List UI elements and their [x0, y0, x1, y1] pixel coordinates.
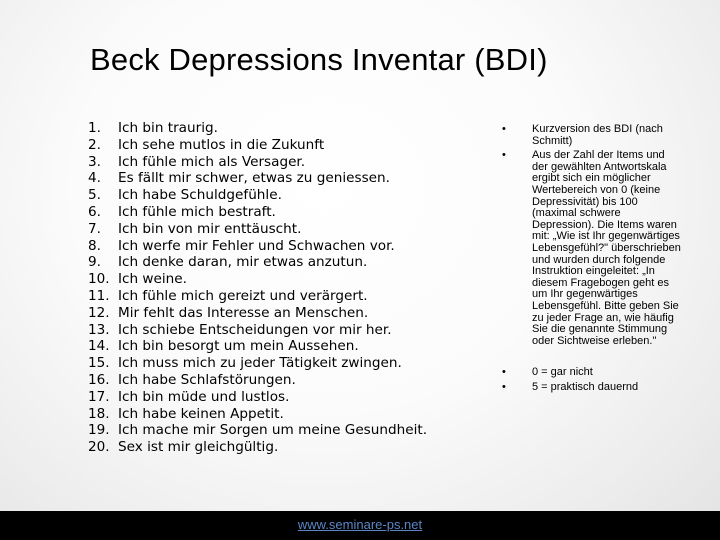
- item-number: 5.: [88, 187, 101, 204]
- item-number: 18.: [88, 405, 110, 422]
- item-text: Ich werfe mir Fehler und Schwachen vor.: [118, 237, 395, 254]
- item-text: Ich fühle mich als Versager.: [118, 153, 306, 170]
- item-text: Mir fehlt das Interesse an Menschen.: [118, 304, 369, 321]
- item-number: 15.: [88, 355, 110, 372]
- list-item: [88, 422, 448, 439]
- item-number: 7.: [88, 220, 101, 237]
- notes-panel: [500, 124, 682, 393]
- item-number: 1.: [88, 120, 101, 136]
- list-item: [88, 238, 448, 255]
- page-title: Beck Depressions Inventar (BDI): [90, 42, 548, 77]
- list-item: [88, 355, 448, 372]
- item-text: Ich fühle mich bestraft.: [118, 203, 276, 220]
- list-item: [88, 389, 448, 406]
- list-item: [88, 254, 448, 271]
- list-item: [88, 305, 448, 322]
- item-text: Ich sehe mutlos in die Zukunft: [118, 136, 325, 153]
- note-item: [500, 382, 682, 394]
- item-text: Ich habe Schlafstörungen.: [118, 371, 296, 388]
- note-text: 5 = praktisch dauernd: [532, 380, 639, 393]
- item-text: Ich bin müde und lustlos.: [118, 388, 290, 405]
- item-number: 20.: [88, 439, 110, 456]
- note-text: Aus der Zahl der Items und der gewählten Antwortskala ergibt sich ein möglicher Wertebereich von 0 (keine Depressivität) bis 100 (maximal schwere Depression). Die Items waren mit: „Wie ist Ihr gegenwärtiges Lebensgefühl?" überschrieben und wurden durch folgende Instruktion eingeleitet: „In diesem Fragebogen geht es um Ihr gegenwärtiges Lebensgefühl. Bitte geben Sie zu jeder Frage an, wie häufig Sie die genannte Stimmung oder Sichtweise erleben.": [532, 149, 681, 347]
- list-item: [88, 322, 448, 339]
- item-text: Es fällt mir schwer, etwas zu geniessen.: [118, 170, 390, 187]
- list-item: [88, 137, 448, 154]
- item-number: 19.: [88, 422, 110, 439]
- list-item: [88, 204, 448, 221]
- item-text: Ich bin von mir enttäuscht.: [118, 220, 302, 237]
- item-number: 11.: [88, 287, 110, 304]
- bullet-icon: •: [502, 149, 506, 162]
- item-number: 12.: [88, 304, 110, 321]
- item-number: 9.: [88, 254, 101, 271]
- note-item: [500, 150, 682, 347]
- list-item: [88, 288, 448, 305]
- item-number: 4.: [88, 170, 101, 187]
- item-text: Ich habe keinen Appetit.: [118, 405, 284, 422]
- item-text: Ich denke daran, mir etwas anzutun.: [118, 254, 368, 271]
- item-text: Ich muss mich zu jeder Tätigkeit zwingen.: [118, 355, 402, 372]
- list-item: [88, 170, 448, 187]
- item-text: Ich habe Schuldgefühle.: [118, 187, 282, 204]
- list-item: [88, 120, 448, 137]
- item-text: Sex ist mir gleichgültig.: [118, 439, 279, 456]
- list-item: [88, 338, 448, 355]
- list-item: [88, 187, 448, 204]
- item-number: 14.: [88, 338, 110, 355]
- note-item: [500, 124, 682, 147]
- item-text: Ich bin besorgt um mein Aussehen.: [118, 338, 359, 355]
- bullet-icon: •: [502, 123, 506, 135]
- list-item: [88, 439, 448, 456]
- item-number: 16.: [88, 371, 110, 388]
- note-text: 0 = gar nicht: [532, 366, 593, 379]
- item-number: 6.: [88, 203, 101, 220]
- item-number: 17.: [88, 388, 110, 405]
- item-text: Ich weine.: [118, 271, 187, 288]
- list-item: [88, 154, 448, 171]
- list-item: [88, 372, 448, 389]
- note-text: Kurzversion des BDI (nach Schmitt): [532, 123, 663, 147]
- list-item: [88, 406, 448, 423]
- item-text: Ich bin traurig.: [118, 120, 218, 136]
- bdi-item-list: [88, 120, 448, 456]
- item-text: Ich fühle mich gereizt und verärgert.: [118, 287, 368, 304]
- item-number: 8.: [88, 237, 101, 254]
- list-item: [88, 271, 448, 288]
- item-number: 13.: [88, 321, 110, 338]
- footer-bar: [0, 511, 720, 540]
- website-link[interactable]: www.seminare-ps.net: [297, 517, 423, 532]
- item-number: 3.: [88, 153, 101, 170]
- bullet-icon: •: [502, 366, 506, 379]
- bullet-icon: •: [502, 380, 506, 393]
- note-item: [500, 367, 682, 379]
- list-item: [88, 221, 448, 238]
- item-text: Ich schiebe Entscheidungen vor mir her.: [118, 321, 392, 338]
- item-number: 2.: [88, 136, 101, 153]
- item-text: Ich mache mir Sorgen um meine Gesundheit.: [118, 422, 428, 439]
- item-number: 10.: [88, 271, 110, 288]
